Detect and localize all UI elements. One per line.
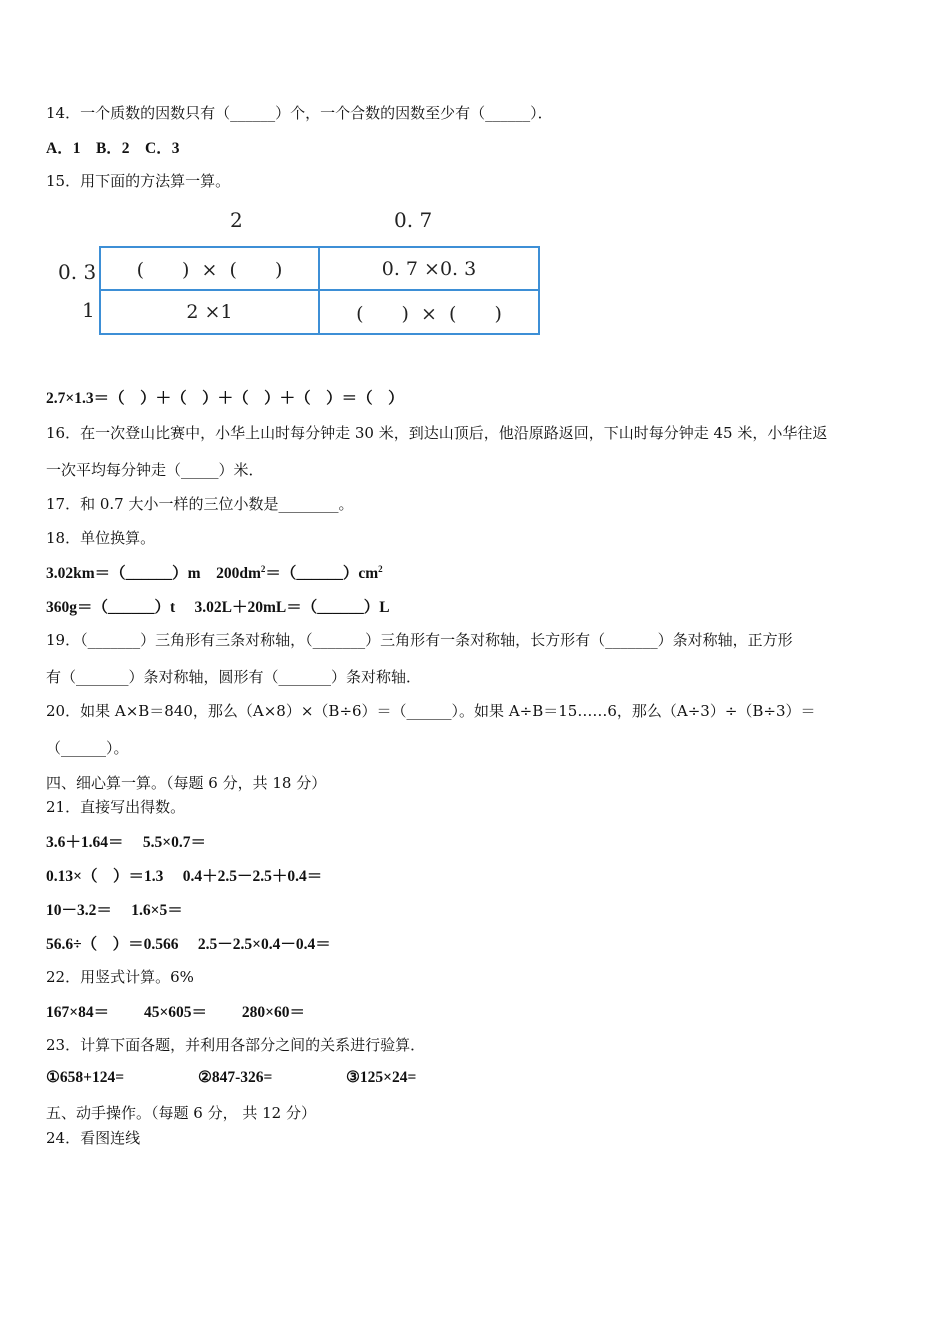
grid-col-header-2: 0. 7: [394, 208, 433, 232]
q16-line1: 16．在一次登山比赛中，小华上山时每分钟走 30 米，到达山顶后，他沿原路返回，下山时每分钟走 45 米，小华往返: [46, 424, 828, 442]
q18-row2: 360g＝（______）t 3.02L＋20mL＝（______）L: [46, 599, 390, 616]
multiplication-grid: [50, 200, 550, 350]
q15-equation: 2.7×1.3＝（ ）＋（ ）＋（ ）＋（ ）＝（ ）: [46, 390, 404, 407]
q15-question: 15．用下面的方法算一算。: [46, 172, 231, 190]
q19-line2: 有（_______）条对称轴，圆形有（_______）条对称轴．: [46, 668, 422, 686]
q22-row: 167×84＝ 45×605＝ 280×60＝: [46, 1004, 305, 1021]
grid-cell-r1c2: 0. 7 ×0. 3: [381, 257, 477, 280]
q21-question: 21．直接写出得数。: [46, 798, 186, 816]
q18-question: 18．单位换算。: [46, 529, 156, 547]
q19-line1: 19．（_______）三角形有三条对称轴，（_______）三角形有一条对称轴，长方形有（_______）条对称轴，正方形: [46, 631, 793, 649]
q18-row1: 3.02km＝（______）m $200dm^2=(\_\_\_\_\_\_)cm^2$: [46, 563, 383, 582]
section-4-title: 四、细心算一算。（每题 6 分，共 18 分）: [46, 774, 327, 792]
q24-question: 24．看图连线: [46, 1129, 141, 1147]
q21-row-2: 0.13×（ ）＝1.3 0.4＋2.5－2.5＋0.4＝: [46, 868, 323, 885]
q16-line2: 一次平均每分钟走（_____）米．: [46, 461, 264, 479]
q14-question: 14．一个质数的因数只有（______）个，一个合数的因数至少有（______）．: [46, 104, 553, 122]
q21-row-3: 10－3.2＝ 1.6×5＝: [46, 902, 183, 919]
grid-cell-r1c1: ( ) × ( ): [136, 259, 283, 281]
q21-row-1: 3.6＋1.64＝ 5.5×0.7＝: [46, 834, 206, 851]
q23-item-2: ②847-326=: [198, 1069, 273, 1086]
q23-item-1: ①658+124=: [46, 1069, 125, 1086]
q17-question: 17．和 0.7 大小一样的三位小数是________。: [46, 495, 354, 513]
q23-question: 23．计算下面各题，并利用各部分之间的关系进行验算．: [46, 1036, 426, 1054]
q21-row-4: 56.6÷（ ）＝0.566 2.5－2.5×0.4－0.4＝: [46, 936, 331, 953]
q20-line2: （______）。: [46, 739, 129, 757]
q23-item-3: ③125×24=: [346, 1069, 417, 1086]
grid-cell-r2c2: ( ) × ( ): [356, 302, 502, 325]
section-5-title: 五、动手操作。（每题 6 分， 共 12 分）: [46, 1104, 316, 1122]
grid-row-header-2: 1: [82, 298, 95, 322]
q14-options: A．1 B．2 C．3: [46, 140, 180, 157]
q20-line1: 20．如果 A×B＝840，那么（A×8）×（B÷6）＝（______）。如果 A÷B＝15……6，那么（A÷3）÷（B÷3）＝: [46, 702, 816, 720]
q22-question: 22．用竖式计算。6%: [46, 968, 194, 986]
grid-row-header-1: 0. 3: [58, 260, 97, 284]
grid-col-header-1: 2: [230, 208, 243, 232]
grid-cell-r2c1: 2 ×1: [186, 301, 233, 323]
